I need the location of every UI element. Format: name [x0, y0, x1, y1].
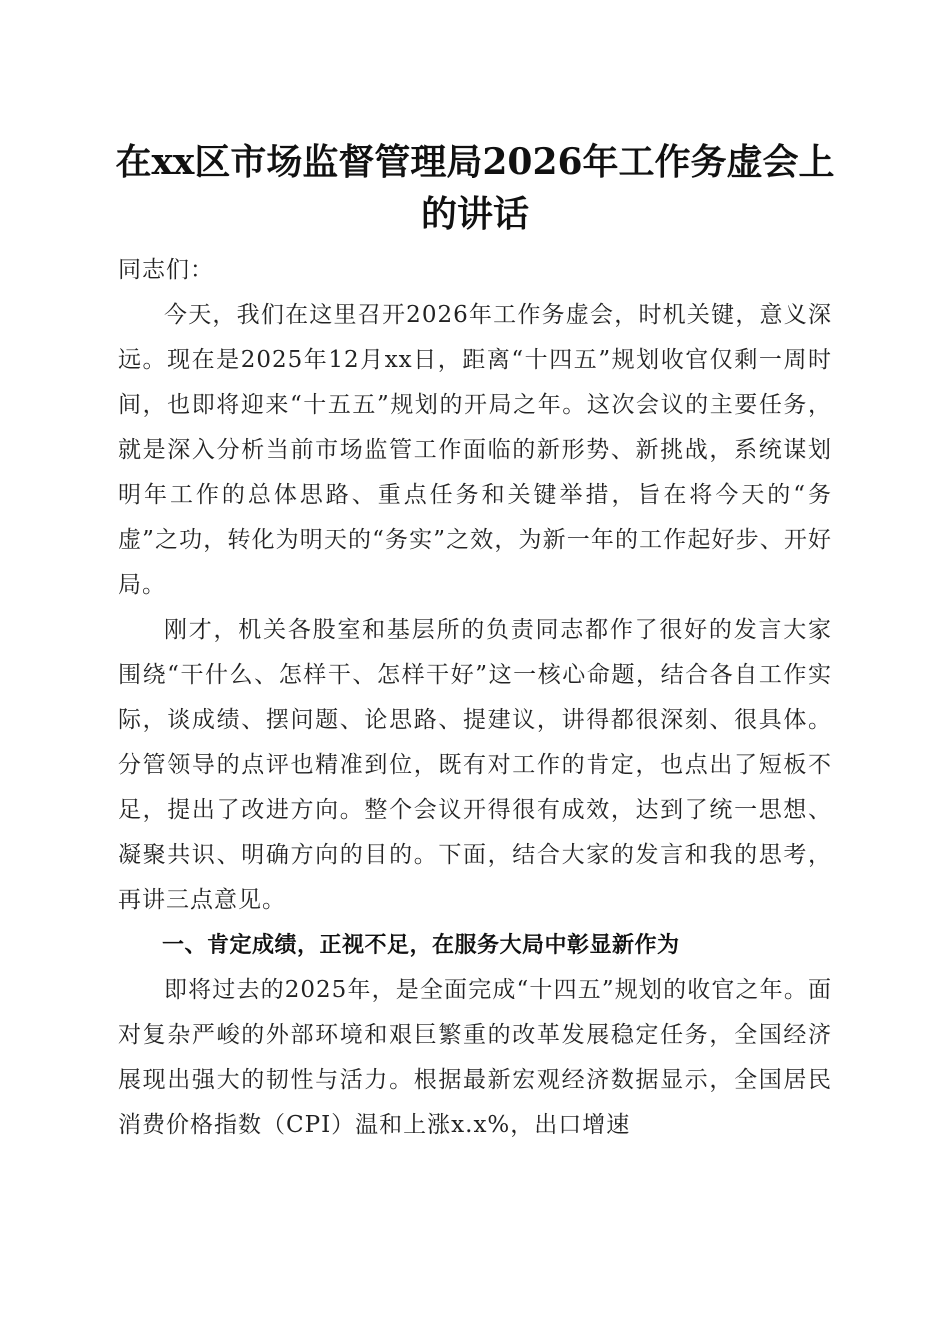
- paragraph-opening: 今天，我们在这里召开2026年工作务虚会，时机关键，意义深远。现在是2025年12月xx日，距离“十四五”规划收官仅剩一周时间，也即将迎来“十五五”规划的开局之年。这次会议的主要任务，就是深入分析当前市场监管工作面临的新形势、新挑战，系统谋划明年工作的总体思路、重点任务和关键举措，旨在将今天的“务虚”之功，转化为明天的“务实”之效，为新一年的工作起好步、开好局。: [118, 302, 832, 598]
- document-title: 在xx区市场监督管理局2026年工作务虚会上的讲话: [115, 141, 835, 235]
- paragraph-review: 刚才，机关各股室和基层所的负责同志都作了很好的发言大家围绕“干什么、怎样干、怎样干好”这一核心命题，结合各自工作实际，谈成绩、摆问题、论思路、提建议，讲得都很深刻、很具体。分管领导的点评也精准到位，既有对工作的肯定，也点出了短板不足，提出了改进方向。整个会议开得很有成效，达到了统一思想、凝聚共识、明确方向的目的。下面，结合大家的发言和我的思考，再讲三点意见。: [118, 617, 832, 913]
- section-heading: 一、肯定成绩，正视不足，在服务大局中彰显新作为: [162, 933, 680, 958]
- salutation: 同志们：: [118, 257, 214, 283]
- section-paragraph: 即将过去的2025年，是全面完成“十四五”规划的收官之年。面对复杂严峻的外部环境和艰巨繁重的改革发展稳定任务，全国经济展现出强大的韧性与活力。根据最新宏观经济数据显示，全国居民消费价格指数（CPI）温和上涨x.x%，出口增速: [118, 977, 832, 1138]
- document-body: [118, 248, 832, 1148]
